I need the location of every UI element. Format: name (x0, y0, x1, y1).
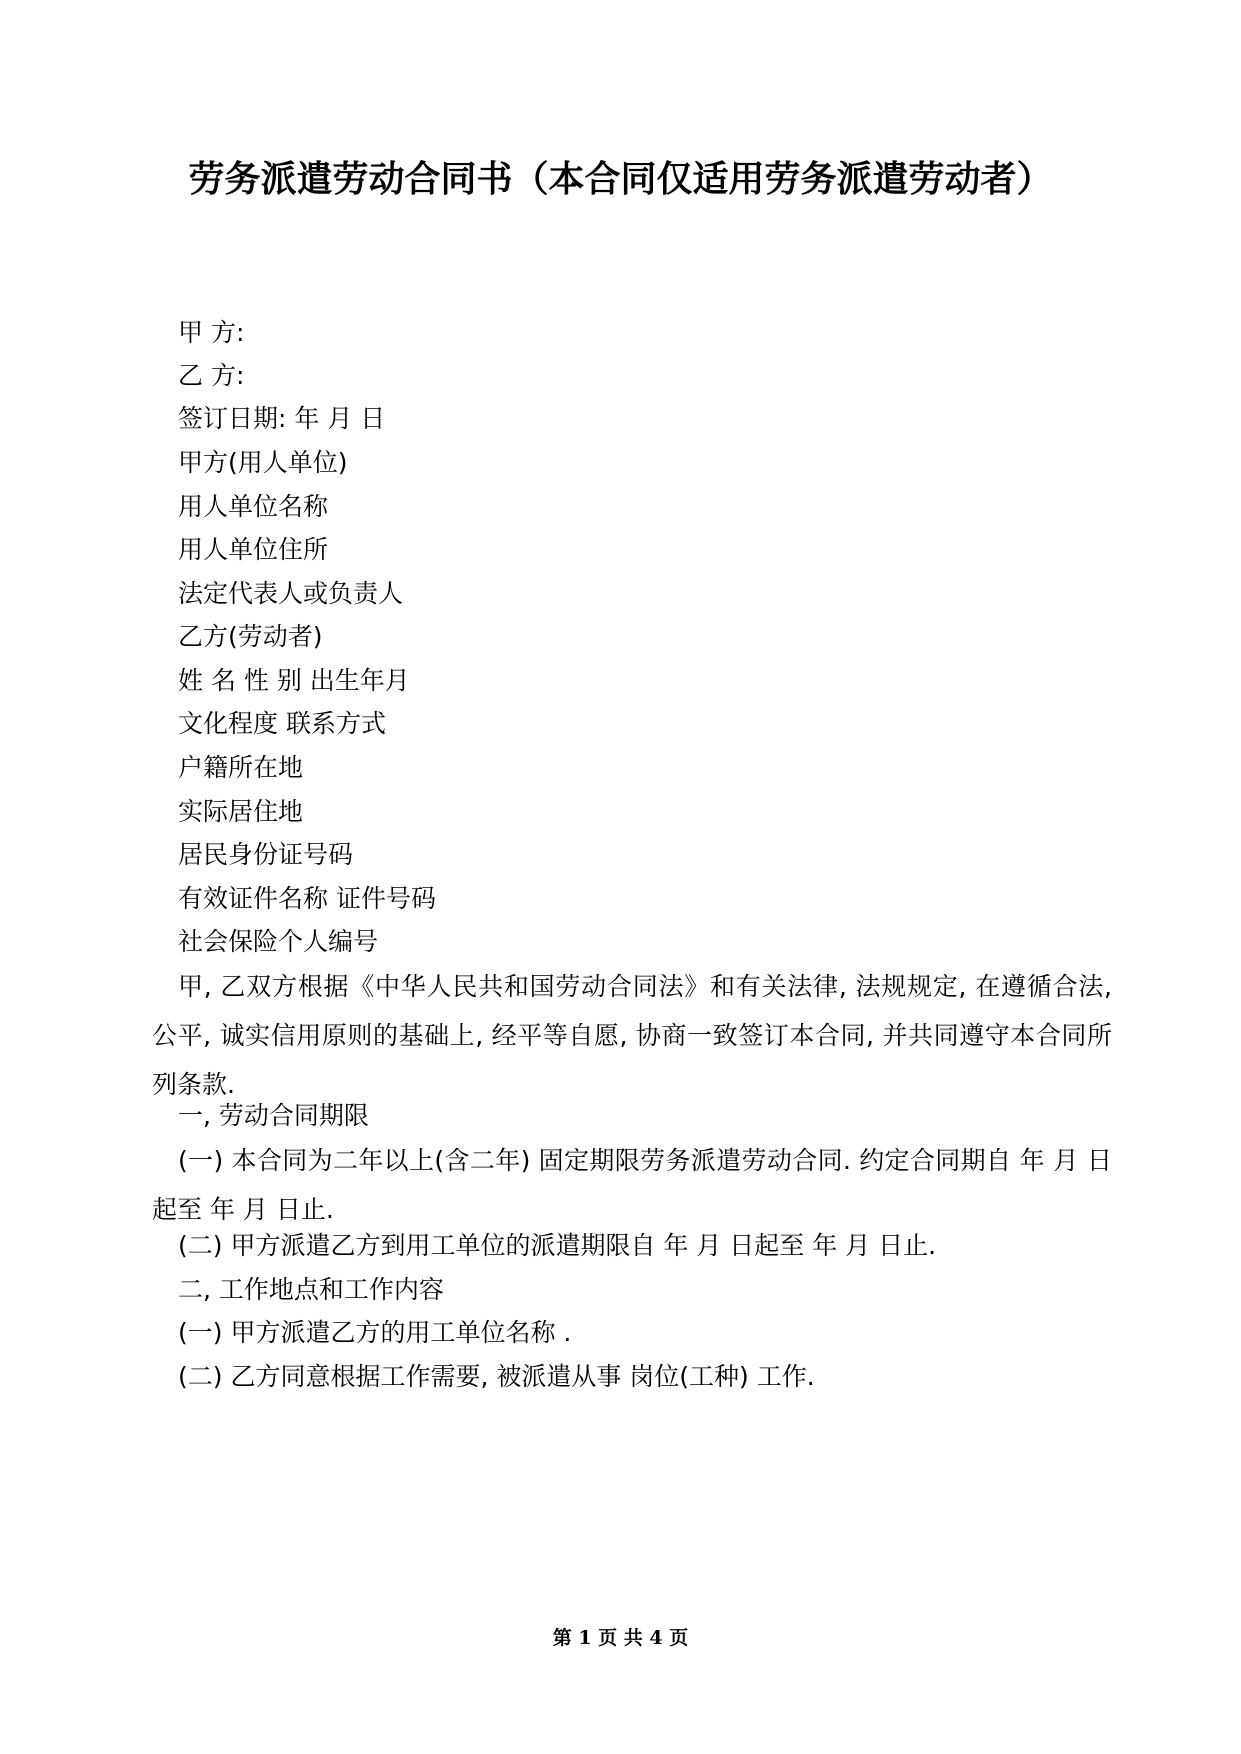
field-actual-residence: 实际居住地 (178, 797, 304, 826)
field-name-gender-birth: 姓 名 性 别 出生年月 (178, 666, 410, 695)
clause-contract-term: (一) 本合同为二年以上(含二年) 固定期限劳务派遣劳动合同. 约定合同期自 年 月 日起至 年 月 日止. (152, 1146, 1112, 1224)
section-heading-location: 二, 工作地点和工作内容 (178, 1275, 444, 1304)
clause-dispatch-term: (二) 甲方派遣乙方到用工单位的派遣期限自 年 月 日起至 年 月 日止. (178, 1231, 937, 1260)
field-household-registration: 户籍所在地 (178, 753, 304, 782)
field-certificate: 有效证件名称 证件号码 (178, 884, 436, 913)
document-title: 劳务派遣劳动合同书（本合同仅适用劳务派遣劳动者） (188, 159, 1053, 200)
field-employee-heading: 乙方(劳动者) (178, 622, 323, 651)
field-employer-address: 用人单位住所 (178, 535, 329, 564)
page-number: 第 1 页 共 4 页 (552, 1627, 689, 1649)
section-heading-term: 一, 劳动合同期限 (178, 1101, 369, 1130)
field-education-contact: 文化程度 联系方式 (178, 709, 386, 738)
field-social-security: 社会保险个人编号 (178, 927, 379, 956)
intro-paragraph: 甲, 乙双方根据《中华人民共和国劳动合同法》和有关法律, 法规规定, 在遵循合法, 公平, 诚实信用原则的基础上, 经平等自愿, 协商一致签订本合同, 并共同遵守本合同所列条款. (152, 972, 1112, 1099)
field-employer-name: 用人单位名称 (178, 492, 329, 521)
clause-employer-unit: (一) 甲方派遣乙方的用工单位名称 . (178, 1318, 572, 1347)
field-sign-date: 签订日期: 年 月 日 (178, 404, 386, 433)
field-legal-representative: 法定代表人或负责人 (178, 579, 404, 608)
clause-job-position: (二) 乙方同意根据工作需要, 被派遣从事 岗位(工种) 工作. (178, 1362, 815, 1391)
field-employer-heading: 甲方(用人单位) (178, 448, 348, 477)
field-id-number: 居民身份证号码 (178, 840, 354, 869)
field-party-a: 甲 方: (178, 318, 245, 347)
field-party-b: 乙 方: (178, 361, 245, 390)
